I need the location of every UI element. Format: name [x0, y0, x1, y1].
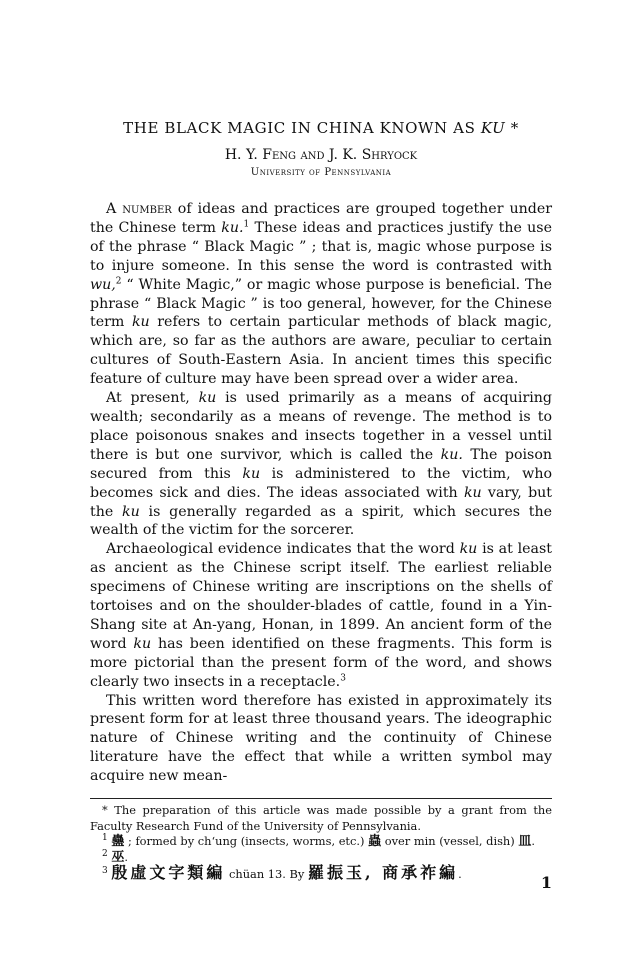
footnote-divider — [90, 798, 552, 799]
article-authors: H. Y. Feng and J. K. Shryock — [224, 147, 418, 163]
paragraph-3: Archaeological evidence indicates that the word ku is at least as ancient as the Chinese script itself. The earliest reliable specimens of Chinese writing are inscriptions on the shells of tortoises and on the shoulder-blades of cattle, found in a Yin-Shang site at An-yang, Honan, in 1899. An ancient form of the word ku has been identified on these fragments. This form is more pictorial than the present form of the word, and shows clearly two insects in a receptacle.$^3$ — [90, 541, 553, 690]
footnote-2: $^2$ 巫. — [102, 848, 128, 865]
article-page — [90, 100, 552, 883]
page-number: 1 — [540, 873, 552, 892]
footnote-star: * The preparation of this article was made possible by a grant from the Faculty Research Fund of the University of Pennsylvania. — [90, 803, 552, 833]
paragraph-4: This written word therefore has existed in approximately its present form for at least three thousand years. The ideographic nature of Chinese writing and the continuity of Chinese literature have the effect that while a written symbol may acquire new mean- — [90, 692, 552, 785]
author-affiliation: University of Pennsylvania — [250, 167, 392, 178]
paragraph-2: At present, ku is used primarily as a means of acquiring wealth; secondarily as a means of revenge. The method is to place poisonous snakes and insects together in a vessel until there is but one survivor, which is called the ku. The poison secured from this ku is administered to the victim, who becomes sick and dies. The ideas associated with ku vary, but the ku is generally regarded as a spirit, which secures the wealth of the victim for the sorcerer. — [90, 390, 553, 539]
article-body — [90, 200, 552, 786]
footnote-ref-2: 2 — [115, 275, 122, 286]
footnote-3: $^3$ 殷虛文字類編 chüan 13. By 羅振玉, 商承祚編. — [102, 863, 462, 883]
paragraph-1: A number of ideas and practices are grouped together under the Chinese term ku.$^1$ These ideas and practices justify the use of the phrase “ Black Magic ” ; that is, magic whose purpose is to injure someone. In this sense the word is contrasted with wu,$^2$ “ White Magic,” or magic whose purpose is beneficial. The phrase “ Black Magic ” is too general, however, for the Chinese term ku refers to certain particular methods of black magic, which are, so far as the authors are aware, peculiar to certain cultures of South-Eastern Asia. In ancient times this specific feature of culture may have been spread over a wider area. — [90, 201, 552, 388]
article-title: THE BLACK MAGIC IN CHINA KNOWN AS KU * — [123, 119, 519, 137]
footnote-ref-1: 1 — [243, 219, 250, 230]
footnote-ref-3: 3 — [340, 672, 346, 683]
footnote-1: $^1$ 蠱 ; formed by ch‘ung (insects, worms, etc.) 蟲 over min (vessel, dish) 皿. — [102, 833, 535, 850]
footnotes — [90, 803, 552, 883]
